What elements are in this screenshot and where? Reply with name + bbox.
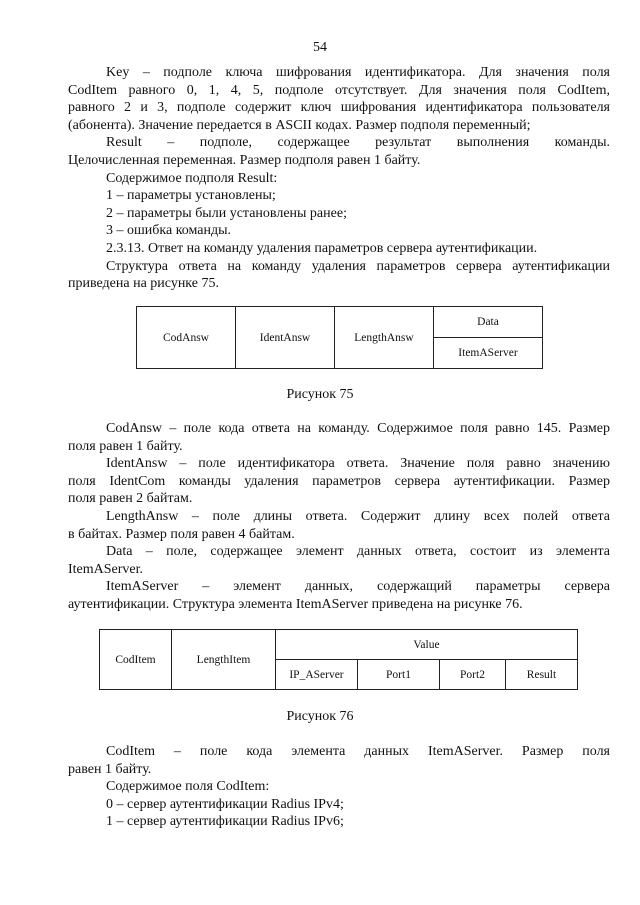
cell-lengthitem: LengthItem: [172, 630, 276, 690]
figure-76-table: [99, 629, 578, 690]
text-block-bottom: [68, 743, 610, 831]
figure-76-caption: Рисунок 76: [286, 709, 354, 724]
result-item-3: 3 – ошибка команды.: [106, 223, 232, 239]
identansw-line-1: IdentAnsw – поле идентификатора ответа. Значение поля равно значению: [106, 456, 610, 472]
codansw-line-2: поля равен 1 байту.: [68, 438, 183, 454]
result-item-2: 2 – параметры были установлены ранее;: [106, 205, 347, 221]
key-line-4: (абонента). Значение передается в ASCII кодах. Размер подполя переменный;: [68, 117, 531, 133]
itemaserver-line-2: аутентификации. Структура элемента ItemAServer приведена на рисунке 76.: [68, 596, 523, 612]
figure-75-caption: Рисунок 75: [286, 387, 354, 402]
coditem-item-1: 1 – сервер аутентификации Radius IPv6;: [106, 814, 344, 830]
result-line-2: Целочисленная переменная. Размер подполя равен 1 байту.: [68, 152, 421, 168]
key-line-2: CodItem равного 0, 1, 4, 5, подполе отсутствует. Для значения поля CodItem,: [68, 82, 610, 98]
data-line-2: ItemAServer.: [68, 561, 144, 577]
text-block-top: [68, 64, 610, 293]
result-line-1: Result – подполе, содержащее результат выполнения команды.: [106, 135, 610, 151]
section-heading: 2.3.13. Ответ на команду удаления параметров сервера аутентификации.: [106, 240, 538, 256]
cell-data: Data: [434, 307, 543, 338]
identansw-line-2: поля IdentCom команды удаления параметров сервера аутентификации. Размер: [68, 473, 610, 489]
lengthansw-line-2: в байтах. Размер поля равен 4 байтам.: [68, 526, 295, 542]
cell-identansw: IdentAnsw: [236, 307, 335, 369]
codansw-line-1: CodAnsw – поле кода ответа на команду. Содержимое поля равно 145. Размер: [106, 421, 610, 436]
coditem-line-2: равен 1 байту.: [68, 761, 152, 777]
result-contents: Содержимое подполя Result:: [106, 170, 278, 186]
lengthansw-line-1: LengthAnsw – поле длины ответа. Содержит длину всех полей ответа: [106, 508, 610, 524]
page-number: 54: [313, 40, 327, 55]
text-block-middle: [68, 420, 610, 614]
key-line-1: Key – подполе ключа шифрования идентификатора. Для значения поля: [106, 65, 610, 80]
key-line-3: равного 2 и 3, подполе содержит ключ шифрования идентификатора пользователя: [68, 100, 610, 116]
cell-itemaserver: ItemAServer: [434, 338, 543, 369]
cell-codansw: CodAnsw: [137, 307, 236, 369]
structure-line-1: Структура ответа на команду удаления параметров сервера аутентификации: [106, 258, 610, 274]
cell-result: Result: [506, 660, 578, 690]
coditem-item-0: 0 – сервер аутентификации Radius IPv4;: [106, 796, 344, 812]
cell-ip-aserver: IP_AServer: [276, 660, 358, 690]
structure-line-2: приведена на рисунке 75.: [68, 276, 219, 292]
cell-port1: Port1: [358, 660, 440, 690]
coditem-line-1: CodItem – поле кода элемента данных ItemAServer. Размер поля: [106, 744, 610, 759]
data-line-1: Data – поле, содержащее элемент данных ответа, состоит из элемента: [106, 544, 610, 560]
itemaserver-line-1: ItemAServer – элемент данных, содержащий параметры сервера: [106, 579, 610, 595]
coditem-contents: Содержимое поля CodItem:: [106, 779, 270, 795]
cell-value: Value: [276, 630, 578, 660]
cell-port2: Port2: [440, 660, 506, 690]
cell-lengthansw: LengthAnsw: [335, 307, 434, 369]
figure-75-table: [136, 306, 543, 369]
result-item-1: 1 – параметры установлены;: [106, 188, 276, 204]
cell-coditem: CodItem: [100, 630, 172, 690]
identansw-line-3: поля равен 2 байтам.: [68, 491, 193, 507]
